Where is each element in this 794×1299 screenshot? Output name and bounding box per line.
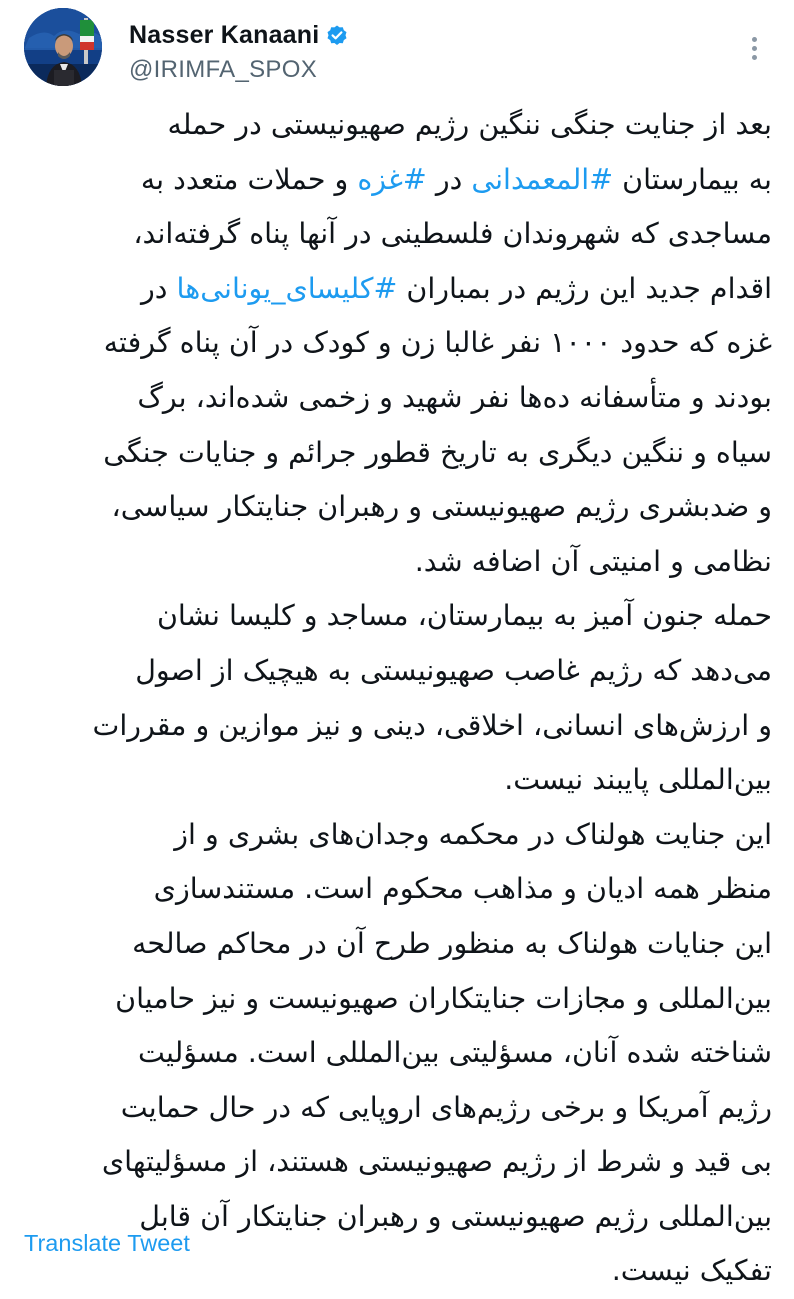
tweet-line: بین‌المللی پایبند نیست. <box>504 763 772 797</box>
text-segment: در <box>141 271 177 305</box>
tweet-line: غزه که حدود ۱۰۰۰ نفر غالبا زن و کودک در آن پناه گرفته <box>103 326 772 360</box>
text-segment: در <box>426 162 472 196</box>
avatar-image <box>24 8 102 86</box>
tweet-header <box>24 8 774 88</box>
tweet-line: رژیم آمریکا و برخی رژیم‌های اروپایی که در حال حمایت <box>120 1090 772 1124</box>
text-segment: به بیمارستان <box>613 162 772 196</box>
tweet-line: سیاه و ننگین دیگری به تاریخ قطور جرائم و جنایات جنگی <box>103 435 772 469</box>
tweet-line <box>24 153 772 208</box>
tweet-line: حمله جنون آمیز به بیمارستان، مساجد و کلیسا نشان <box>156 599 772 633</box>
hashtag-link[interactable]: #غزه <box>357 162 427 196</box>
hashtag-link[interactable]: #کلیسای_یونانی‌ها <box>176 271 398 305</box>
more-options-button[interactable] <box>734 28 774 68</box>
verified-badge-icon <box>325 24 349 48</box>
tweet-line: بعد از جنایت جنگی ننگین رژیم صهیونیستی در حمله <box>167 108 772 141</box>
tweet-line: نظامی و امنیتی آن اضافه شد. <box>414 544 772 578</box>
tweet-text <box>24 98 772 1299</box>
tweet-line <box>24 262 772 317</box>
tweet-line: این جنایات هولناک به منظور طرح آن در محاکم صالحه <box>132 926 772 960</box>
avatar[interactable] <box>24 8 102 86</box>
text-segment: و حملات متعدد به <box>140 162 358 196</box>
tweet-line: و ضدبشری رژیم صهیونیستی و رهبران جنایتکار سیاسی، <box>111 490 772 524</box>
more-options-icon <box>752 37 757 60</box>
tweet-line: بودند و متأسفانه ده‌ها نفر شهید و زخمی شده‌اند، برگ <box>137 380 772 414</box>
tweet-line: منظر همه ادیان و مذاهب محکوم است. مستندسازی <box>153 872 772 906</box>
tweet-line: بی قید و شرط از رژیم صهیونیستی هستند، از مسؤلیتهای <box>101 1145 772 1179</box>
tweet-line: این جنایت هولناک در محکمه وجدان‌های بشری و از <box>174 817 772 851</box>
tweet-line: می‌دهد که رژیم غاصب صهیونیستی به هیچیک از اصول <box>135 653 772 687</box>
tweet-line: شناخته شده آنان، مسؤلیتی بین‌المللی است. مسؤلیت <box>138 1036 772 1070</box>
author-handle[interactable]: @IRIMFA_SPOX <box>129 56 318 83</box>
hashtag-link[interactable]: #المعمدانی <box>471 162 614 196</box>
author-block <box>129 20 349 84</box>
tweet-line: تفکیک نیست. <box>611 1254 772 1288</box>
translate-tweet-link[interactable]: Translate Tweet <box>24 1230 190 1256</box>
author-display-name[interactable]: Nasser Kanaani <box>129 20 320 49</box>
tweet-line: مساجدی که شهروندان فلسطینی در آنها پناه گرفته‌اند، <box>133 217 772 251</box>
tweet-line: بین‌المللی رژیم صهیونیستی و رهبران جنایتکار آن قابل <box>139 1199 772 1233</box>
name-row <box>129 20 349 50</box>
tweet-line: و ارزش‌های انسانی، اخلاقی، دینی و نیز موازین و مقررات <box>92 708 772 742</box>
text-segment: اقدام جدید این رژیم در بمباران <box>397 271 772 305</box>
tweet-line: بین‌المللی و مجازات جنایتکاران صهیونیست و نیز حامیان <box>115 981 772 1015</box>
